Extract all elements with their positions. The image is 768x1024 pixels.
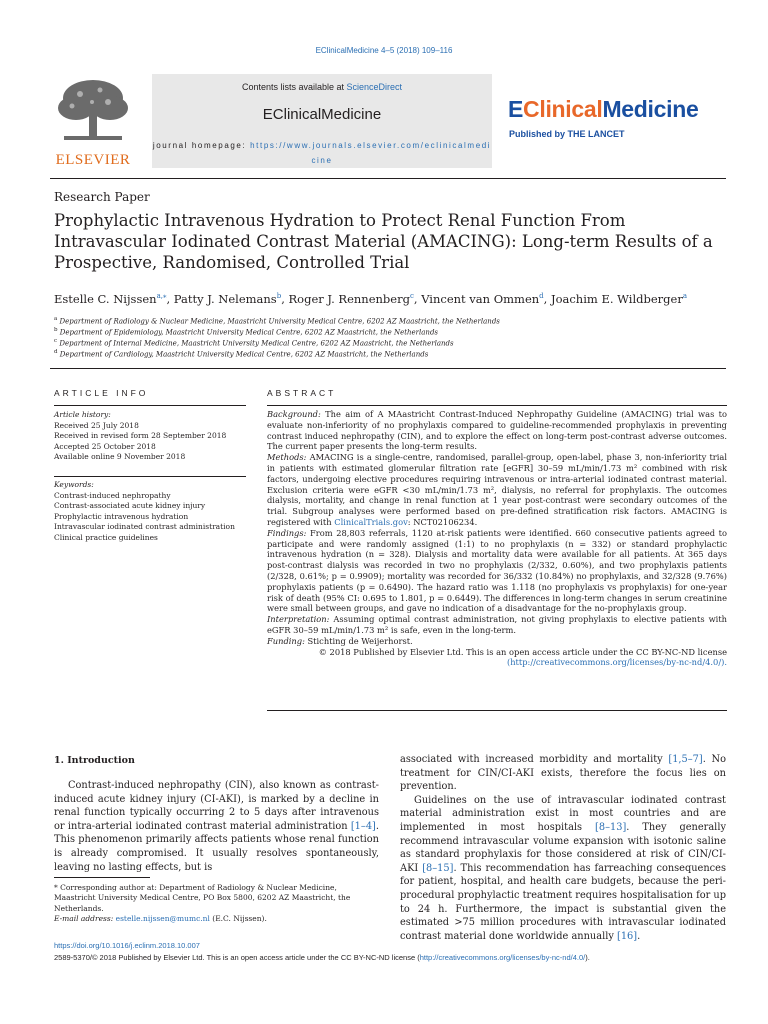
reference-link[interactable]: [8–13] xyxy=(595,821,627,833)
reference-link[interactable]: [16] xyxy=(617,930,638,942)
affiliation-mark: b xyxy=(54,327,58,333)
affiliation-text: Department of Radiology & Nuclear Medicine, Maastricht University Medical Centre, 6202 AZ Maastricht, the Netherlands xyxy=(59,317,500,326)
email-suffix: (E.C. Nijssen). xyxy=(209,913,267,923)
intro-right-column xyxy=(400,753,726,943)
funding-label: Funding: xyxy=(267,635,305,646)
author-affiliation-mark[interactable]: b xyxy=(276,292,282,300)
interpretation-label: Interpretation: xyxy=(267,614,330,625)
author-name[interactable]: Vincent van Ommen xyxy=(421,291,540,306)
copyright-text: © 2018 Published by Elsevier Ltd. This is an open access article under the CC BY-NC-ND license xyxy=(318,646,727,657)
affiliation-mark: c xyxy=(54,338,58,344)
published-by-lancet: Published by THE LANCET xyxy=(509,129,625,139)
reference-link[interactable]: [1–4] xyxy=(350,820,376,832)
affiliation-mark: d xyxy=(54,349,58,355)
keyword: Contrast-associated acute kidney injury xyxy=(54,501,206,510)
abstract-heading: ABSTRACT xyxy=(267,388,337,398)
issn-text: 2589-5370/© 2018 Published by Elsevier Ltd. This is an open access article under the CC BY-NC-ND license ( xyxy=(54,953,420,962)
affiliation-text: Department of Internal Medicine, Maastricht University Medical Centre, 6202 AZ Maastricht, the Netherlands xyxy=(59,339,454,348)
journal-homepage xyxy=(152,138,492,168)
affiliation-mark: a xyxy=(54,316,58,322)
affiliation-divider xyxy=(50,368,726,369)
article-info-divider xyxy=(54,405,246,406)
intro-text: . They generally recommend intravascular volume expansion with isotonic saline as standard prophylaxis for those considered at risk of CIN/CI-AKI xyxy=(400,821,726,874)
keyword: Clinical practice guidelines xyxy=(54,532,158,542)
contents-prefix: Contents lists available at xyxy=(241,82,347,92)
affiliation xyxy=(54,347,734,359)
doi-link[interactable]: https://doi.org/10.1016/j.eclinm.2018.10.007 xyxy=(54,941,200,950)
intro-text: associated with increased morbidity and mortality xyxy=(400,754,669,765)
corresponding-author-footnote xyxy=(54,883,379,924)
intro-paragraph xyxy=(400,794,726,944)
license-link[interactable]: (http://creativecommons.org/licenses/by-nc-nd/4.0/). xyxy=(506,657,727,668)
author-name[interactable]: Estelle C. Nijssen xyxy=(54,291,157,306)
history-entry: Received in revised form 28 September 2018 xyxy=(54,431,227,440)
reference-link[interactable]: [1,5–7] xyxy=(668,754,703,765)
reference-link[interactable]: [8–15] xyxy=(422,862,454,874)
abstract-copyright xyxy=(267,647,727,669)
methods-label: Methods: xyxy=(267,452,307,463)
journal-name: EClinicalMedicine xyxy=(262,106,382,123)
keywords xyxy=(54,480,249,543)
abstract-funding xyxy=(267,636,727,647)
intro-left-column xyxy=(54,779,379,874)
abstract-interpretation xyxy=(267,614,727,636)
abstract-body xyxy=(267,409,727,668)
abstract-findings xyxy=(267,528,727,614)
background-text: The aim of A MAastricht Contrast-Induced Nephropathy Guideline (AMACING) trial was to evaluate non-inferiority of no prophylaxis compared to guideline-recommended prophylaxis in preventing contrast induced nephropathy (CIN), and to explore the effect on long-term post-contrast adverse outcomes. The current paper presents the long-term results. xyxy=(267,409,727,452)
author-name[interactable]: Joachim E. Wildberger xyxy=(550,291,683,306)
history-label: Article history: xyxy=(54,410,111,419)
history-entry: Accepted 25 October 2018 xyxy=(54,441,156,451)
history-entry: Received 25 July 2018 xyxy=(54,420,139,430)
findings-text: From 28,803 referrals, 1120 at-risk patients were identified. 660 consecutive patients agreed to participate and were randomly assigned (1:1) to no prophylaxis (n = 332) or standard prophylactic intravenous hydration (n = 328). Dialysis and mortality data were available for all patients. At 365 days post-contrast dialysis was recorded in two no prophylaxis (2/332, 0.60%), and two prophylaxis patients (2/328, 0.61%; p = 0.9909); mortality was recorded for 36/332 (10.84%) no prophylaxis, and 32/328 (9.76%) prophylaxis patients (p = 0.6490). The hazard ratio was 1.118 (no prophylaxis vs prophylaxis) for one-year risk of death (95% CI: 0.695 to 1.801, p = 0.6449). The differences in long-term changes in serum creatinine were small between groups, and gave no indication of a disadvantage for the no-prophylaxis group. xyxy=(267,527,727,614)
intro-text: Guidelines on the use of intravascular iodinated contrast material administration exist in most countries and are implemented in most hospitals xyxy=(400,794,726,833)
author-affiliation-mark[interactable]: a xyxy=(682,292,688,300)
findings-label: Findings: xyxy=(267,527,307,538)
author-affiliation-mark[interactable]: c xyxy=(409,292,414,300)
footnote-email xyxy=(54,914,379,924)
eclinicalmedicine-logo xyxy=(508,96,698,123)
interpretation-text: Assuming optimal contrast administration, not giving prophylaxis to elective patients with eGFR 30–59 mL/min/1.73 m² is safe, even in the long-term. xyxy=(267,614,727,635)
author-affiliation-mark[interactable]: d xyxy=(539,292,544,300)
abstract-divider xyxy=(267,405,727,406)
intro-text: Contrast-induced nephropathy (CIN), also known as contrast-induced acute kidney injury (CI-AKI), is marked by a decline in renal function typically occurring 2 to 5 days after intravenous or intra-arterial iodinated contrast material administration xyxy=(54,780,379,832)
brand-part-1: E xyxy=(508,96,524,122)
paper-type: Research Paper xyxy=(54,190,150,204)
abstract-end-divider xyxy=(267,710,727,711)
journal-citation[interactable]: EClinicalMedicine 4–5 (2018) 109–116 xyxy=(315,46,453,55)
footnote-divider xyxy=(54,877,150,878)
intro-text: . This recommendation has farreaching consequences for patient, hospital, and health care budgets, because the peri-procedural prophylactic treatment requires hospitalisation for up to 24 h. Furthermore, the impact is substantial given the estimated >75 million procedures with intravascular iodinated contrast material done worldwide annually xyxy=(400,862,726,942)
elsevier-wordmark: ELSEVIER xyxy=(55,152,131,168)
funding-text: Stichting de Weijerhorst. xyxy=(307,635,413,646)
affiliation-text: Department of Epidemiology, Maastricht University Medical Centre, 6202 AZ Maastricht, the Netherlands xyxy=(59,328,439,337)
methods-registration: : NCT02106234. xyxy=(407,516,478,527)
intro-paragraph xyxy=(54,779,379,874)
brand-part-3: Medicine xyxy=(602,96,699,122)
homepage-link[interactable]: https://www.journals.elsevier.com/eclinicalmedicine xyxy=(250,141,492,165)
footer-license-link[interactable]: http://creativecommons.org/licenses/by-nc-nd/4.0/ xyxy=(419,953,586,962)
background-label: Background: xyxy=(267,409,321,419)
author-name[interactable]: Roger J. Rennenberg xyxy=(288,291,410,306)
abstract-methods xyxy=(267,452,727,528)
introduction-heading: 1. Introduction xyxy=(54,755,135,766)
intro-text: . This phenomenon primarily affects patients whose renal function is already compromised. It usually resolves spontaneously, leaving no lasting effects, but is xyxy=(54,820,379,873)
keyword: Prophylactic intravenous hydration xyxy=(54,511,189,521)
issn-line xyxy=(54,953,590,962)
affiliation-text: Department of Cardiology, Maastricht University Medical Centre, 6202 AZ Maastricht, the Netherlands xyxy=(59,350,429,359)
paper-title: Prophylactic Intravenous Hydration to Protect Renal Function From Intravascular Iodinated Contrast Material (AMACING): Long-term Results of a Prospective, Randomised, Controlled Trial xyxy=(54,211,713,272)
brand-part-2: Clinical xyxy=(523,96,603,122)
author-name[interactable]: Patty J. Nelemans xyxy=(173,291,277,306)
intro-text: . No treatment for CIN/CI-AKI exists, therefore the focus lies on prevention. xyxy=(400,754,726,793)
issn-end: ). xyxy=(585,953,590,962)
email-label: E-mail address: xyxy=(54,913,114,923)
keywords-divider xyxy=(54,476,246,477)
author-affiliation-mark[interactable]: a,⁎ xyxy=(156,292,167,300)
intro-paragraph xyxy=(400,753,726,794)
keyword: Contrast-induced nephropathy xyxy=(54,490,171,500)
article-info-heading: ARTICLE INFO xyxy=(54,388,149,398)
history-entry: Available online 9 November 2018 xyxy=(54,452,186,461)
email-link[interactable]: estelle.nijssen@mumc.nl xyxy=(115,913,210,923)
homepage-prefix: journal homepage: xyxy=(152,141,251,150)
methods-text: AMACING is a single-centre, randomised, parallel-group, open-label, phase 3, non-inferiority trial in patients with estimated glomerular filtration rate [eGFR] 30–59 mL/min/1.73 m² combined with risk factors, undergoing elective procedures requiring intravenous or intra-arterial iodinated contrast material. Exclusion criteria were eGFR <30 mL/min/1.73 m², dialysis, no referral for prophylaxis. The outcomes dialysis, mortality, and change in renal function at 1 year post-contrast were secondary outcomes of the trial. Subgroup analyses were performed based on pre-defined stratification risk factors. AMACING is registered with xyxy=(267,452,728,527)
abstract-background xyxy=(267,409,727,452)
sciencedirect-link[interactable]: ScienceDirect xyxy=(346,82,403,92)
contents-line xyxy=(152,82,492,92)
header-divider xyxy=(50,178,726,179)
intro-text: . xyxy=(637,930,641,942)
keywords-label: Keywords: xyxy=(54,480,94,489)
clinicaltrials-link[interactable]: ClinicalTrials.gov xyxy=(334,516,408,527)
keyword: Intravascular iodinated contrast administration xyxy=(54,522,235,531)
author-list: Estelle C. Nijssen$^{a,⁎}$, Patty J. Nelemans$^b$, Roger J. Rennenberg$^c$, Vincent van Ommen$^d$, Joachim E. Wildberger$^a$ xyxy=(54,291,688,306)
article-history xyxy=(54,410,249,463)
footnote-text: * Corresponding author at: Department of Radiology & Nuclear Medicine, Maastricht University Medical Centre, PO Box 5800, 6202 AZ Maastricht, the Netherlands. xyxy=(54,883,351,913)
